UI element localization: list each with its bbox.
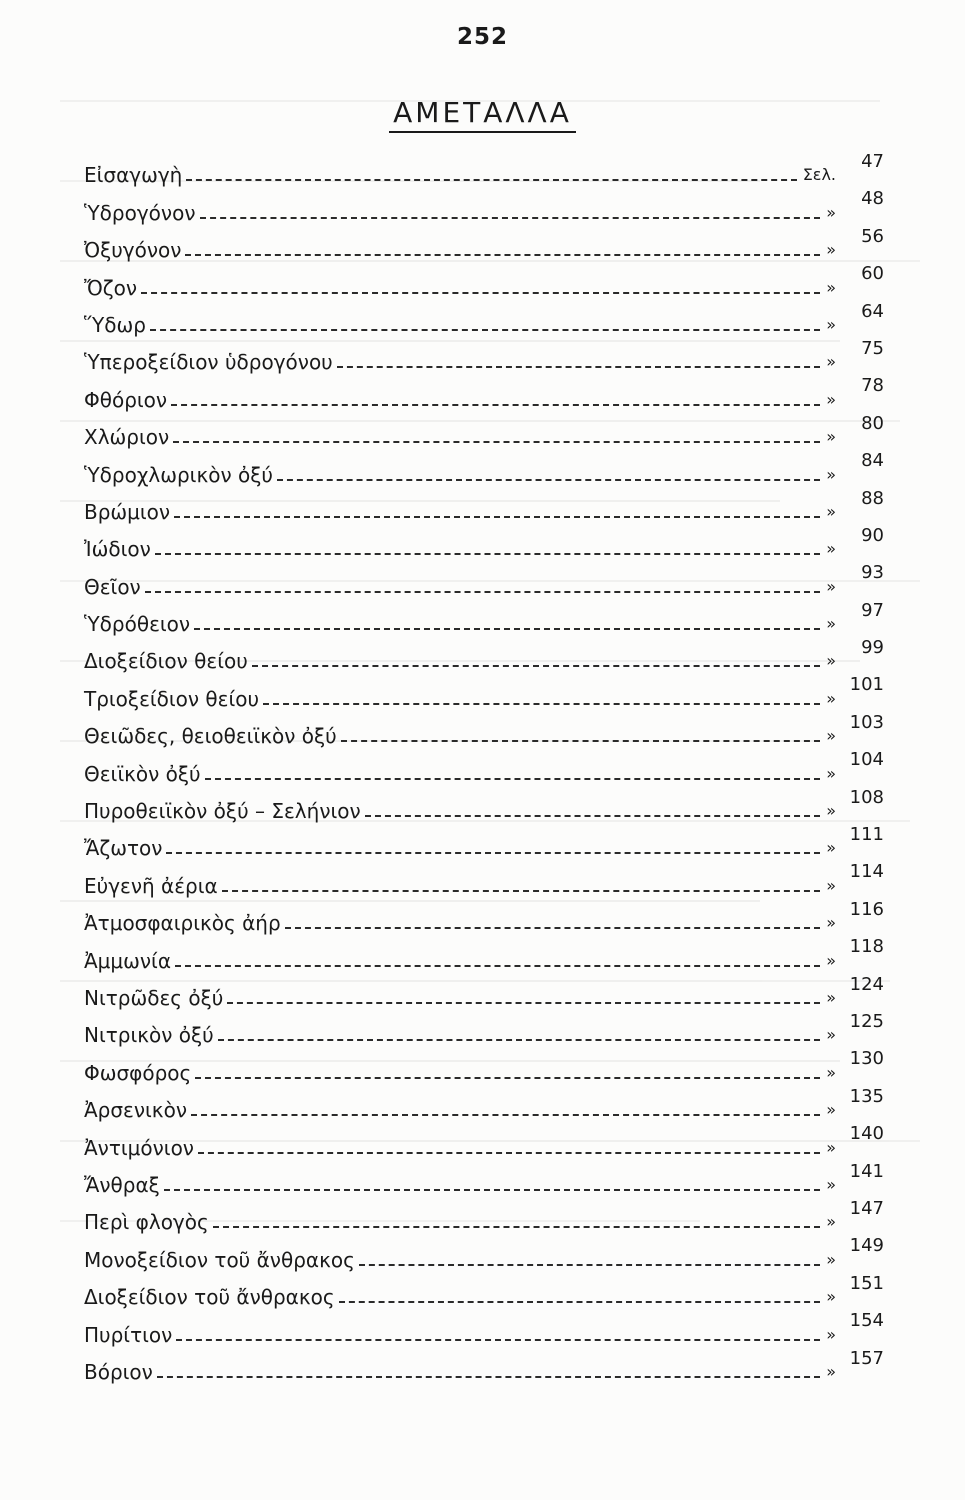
page-title <box>0 96 965 133</box>
toc-entry-label: Ἰώδιον <box>84 537 151 562</box>
toc-entry-page: 47 <box>861 151 884 172</box>
toc-entry <box>84 150 884 187</box>
toc-leader-dashes <box>173 441 820 443</box>
toc-entry-page: 108 <box>849 786 884 808</box>
toc-entry-label: Πυροθειϊκὸν ὀξύ – Σελήνιον <box>84 799 361 824</box>
toc-entry <box>84 973 884 1010</box>
toc-entry <box>84 860 884 897</box>
toc-entry-page: 111 <box>849 824 884 846</box>
toc-leader-dashes <box>205 778 821 780</box>
toc-entry <box>84 524 884 561</box>
page-title-text: ΑΜΕΤΑΛΛΑ <box>389 96 576 133</box>
toc-entry-page: 78 <box>861 375 884 397</box>
toc-entry <box>84 1047 884 1084</box>
toc-entry <box>84 374 884 411</box>
toc-entry <box>84 1160 884 1197</box>
toc-entry-ref: » <box>826 1324 836 1344</box>
toc-leader-dashes <box>171 404 820 406</box>
toc-leader-dashes <box>198 1152 820 1154</box>
toc-entry-ref: » <box>826 1062 836 1082</box>
toc-leader-dashes <box>337 366 820 368</box>
toc-entry-label: Διοξείδιον θείου <box>84 649 248 674</box>
toc-entry-ref: » <box>826 352 836 372</box>
toc-entry <box>84 1122 884 1159</box>
toc-entry-ref: » <box>826 240 836 260</box>
toc-entry-page: 101 <box>849 674 884 696</box>
toc-entry-page: 118 <box>849 936 884 958</box>
toc-entry-label: Ὑδρόθειον <box>84 612 191 637</box>
toc-leader-dashes <box>176 1339 820 1341</box>
toc-leader-dashes <box>339 1301 821 1303</box>
toc-entry-page: 60 <box>861 263 884 285</box>
toc-leader-dashes <box>365 815 821 817</box>
toc-entry-label: Βρώμιον <box>84 499 171 524</box>
toc-entry-page: 147 <box>849 1197 884 1219</box>
toc-entry <box>84 823 884 860</box>
toc-entry-ref: » <box>826 501 836 521</box>
toc-leader-dashes <box>186 179 796 181</box>
toc-entry <box>84 337 884 374</box>
toc-entry <box>84 1309 884 1346</box>
toc-entry-ref: » <box>826 464 836 484</box>
toc-entry-label: Ἀρσενικὸν <box>84 1098 187 1123</box>
toc-entry-page: 125 <box>849 1010 884 1032</box>
toc-entry-page: 97 <box>861 599 884 621</box>
toc-entry <box>84 935 884 972</box>
toc-leader-dashes <box>185 254 820 256</box>
toc-entry-label: Βόριον <box>84 1359 153 1384</box>
toc-entry <box>84 412 884 449</box>
toc-entry <box>84 1085 884 1122</box>
toc-entry-page: 114 <box>849 861 884 883</box>
toc-entry-ref: » <box>826 1100 836 1120</box>
toc-leader-dashes <box>191 1114 820 1116</box>
toc-entry-page: 103 <box>849 711 884 733</box>
toc-entry-label: Ἄνθραξ <box>84 1172 160 1197</box>
toc-entry-label: Ὄζον <box>84 275 138 300</box>
toc-entry-ref: » <box>826 987 836 1007</box>
toc-entry <box>84 748 884 785</box>
toc-leader-dashes <box>359 1264 820 1266</box>
toc-entry-page: 75 <box>861 337 884 359</box>
toc-entry-label: Φθόριον <box>84 387 168 412</box>
toc-entry-label: Ἀτμοσφαιρικὸς ἀήρ <box>84 911 281 936</box>
toc-entry-label: Τριοξείδιον θείου <box>84 686 260 711</box>
toc-entry-page: 149 <box>849 1235 884 1257</box>
toc-entry-ref: » <box>826 651 836 671</box>
toc-entry-label: Ἄζωτον <box>84 836 163 861</box>
toc-leader-dashes <box>277 479 820 481</box>
toc-entry-page: 135 <box>849 1085 884 1107</box>
toc-entry-label: Νιτρῶδες ὀξύ <box>84 985 224 1010</box>
toc-leader-dashes <box>285 927 821 929</box>
toc-entry <box>84 1347 884 1384</box>
toc-entry <box>84 1234 884 1271</box>
toc-entry-ref: » <box>826 427 836 447</box>
toc-entry-label: Περὶ φλογὸς <box>84 1210 209 1235</box>
toc-entry-page: 124 <box>849 973 884 995</box>
toc-entry-page: 93 <box>861 562 884 584</box>
toc-leader-dashes <box>227 1002 820 1004</box>
toc-leader-dashes <box>155 553 820 555</box>
page-number: 252 <box>456 24 508 50</box>
toc-entry-label: Ἀντιμόνιον <box>84 1135 194 1160</box>
toc-entry-page: 64 <box>861 300 884 322</box>
toc-leader-dashes <box>263 703 820 705</box>
toc-entry-ref: » <box>826 726 836 746</box>
toc-leader-dashes <box>164 1189 820 1191</box>
toc-entry <box>84 711 884 748</box>
toc-entry-label: Νιτρικὸν ὀξύ <box>84 1023 214 1048</box>
toc-entry-ref: » <box>826 277 836 297</box>
toc-entry <box>84 262 884 299</box>
toc-entry-label: Ὀξυγόνον <box>84 238 182 263</box>
toc-entry-page: 130 <box>849 1048 884 1070</box>
toc-entry-label: Θειϊκὸν ὀξύ <box>84 761 201 786</box>
toc-entry-page: 141 <box>849 1160 884 1182</box>
toc-leader-dashes <box>195 1077 820 1079</box>
toc-entry-label: Θεῖον <box>84 574 141 599</box>
toc-entry-page: 80 <box>861 412 884 434</box>
toc-leader-dashes <box>252 665 820 667</box>
table-of-contents <box>84 150 884 1384</box>
toc-entry-label: Εἰσαγωγὴ <box>84 163 183 188</box>
toc-entry-ref: » <box>826 1361 836 1381</box>
toc-entry-label: Ὑπεροξείδιον ὑδρογόνου <box>84 350 333 375</box>
toc-entry-label: Ὑδρογόνον <box>84 200 196 225</box>
toc-entry-label: Φωσφόρος <box>84 1060 192 1085</box>
toc-entry-page: 151 <box>849 1272 884 1294</box>
toc-entry-ref: » <box>826 614 836 634</box>
toc-entry-label: Διοξείδιον τοῦ ἄνθρακος <box>84 1285 335 1310</box>
toc-leader-dashes <box>194 628 820 630</box>
toc-entry-ref: » <box>826 838 836 858</box>
toc-entry-ref: » <box>826 913 836 933</box>
toc-entry-label: Εὐγενῆ ἀέρια <box>84 873 218 898</box>
toc-entry <box>84 1272 884 1309</box>
toc-entry-page: 48 <box>861 188 884 210</box>
toc-entry-page: 104 <box>849 749 884 771</box>
toc-entry-ref: » <box>826 688 836 708</box>
toc-entry-label: Πυρίτιον <box>84 1322 173 1347</box>
toc-entry-label: Ὑδροχλωρικὸν ὀξύ <box>84 462 273 487</box>
toc-entry-page: 90 <box>861 524 884 546</box>
toc-leader-dashes <box>222 890 821 892</box>
toc-entry <box>84 187 884 224</box>
toc-entry-label: Χλώριον <box>84 425 170 450</box>
toc-entry <box>84 1010 884 1047</box>
toc-entry-ref: » <box>826 539 836 559</box>
toc-entry <box>84 636 884 673</box>
toc-entry <box>84 561 884 598</box>
toc-entry-page: 84 <box>861 450 884 472</box>
toc-entry <box>84 786 884 823</box>
toc-leader-dashes <box>174 516 820 518</box>
toc-leader-dashes <box>166 852 820 854</box>
toc-entry <box>84 300 884 337</box>
toc-leader-dashes <box>141 292 820 294</box>
toc-entry-ref: » <box>826 950 836 970</box>
toc-entry-ref: » <box>826 1212 836 1232</box>
toc-leader-dashes <box>157 1376 820 1378</box>
toc-entry-page: 154 <box>849 1310 884 1332</box>
toc-entry-ref: Σελ. <box>802 165 836 185</box>
toc-leader-dashes <box>218 1039 820 1041</box>
toc-entry-page: 116 <box>849 898 884 920</box>
toc-entry-label: Ἀμμωνία <box>84 948 172 973</box>
toc-entry-ref: » <box>826 1249 836 1269</box>
toc-leader-dashes <box>213 1226 820 1228</box>
toc-leader-dashes <box>175 965 820 967</box>
toc-leader-dashes <box>341 740 820 742</box>
toc-entry-ref: » <box>826 801 836 821</box>
toc-entry-ref: » <box>826 389 836 409</box>
toc-entry-ref: » <box>826 1174 836 1194</box>
toc-entry-ref: » <box>826 763 836 783</box>
toc-entry-ref: » <box>826 1137 836 1157</box>
toc-entry-page: 157 <box>849 1347 884 1369</box>
toc-entry <box>84 599 884 636</box>
toc-leader-dashes <box>200 217 821 219</box>
toc-entry <box>84 1197 884 1234</box>
toc-entry-label: Μονοξείδιον τοῦ ἄνθρακος <box>84 1247 355 1272</box>
toc-entry <box>84 673 884 710</box>
toc-entry-page: 56 <box>861 225 884 247</box>
toc-entry-page: 88 <box>861 487 884 509</box>
toc-entry-ref: » <box>826 1025 836 1045</box>
toc-leader-dashes <box>150 329 820 331</box>
toc-entry-label: Ὕδωρ <box>84 312 146 337</box>
toc-entry <box>84 487 884 524</box>
toc-entry-ref: » <box>826 314 836 334</box>
toc-entry-ref: » <box>826 875 836 895</box>
toc-entry <box>84 449 884 486</box>
toc-entry-label: Θειῶδες, θειοθειϊκὸν ὀξύ <box>84 724 337 749</box>
toc-entry-ref: » <box>826 576 836 596</box>
toc-entry <box>84 225 884 262</box>
toc-entry-ref: » <box>826 1287 836 1307</box>
toc-entry-page: 99 <box>861 637 884 659</box>
toc-entry-ref: » <box>826 202 836 222</box>
toc-entry-page: 140 <box>849 1123 884 1145</box>
toc-leader-dashes <box>145 591 820 593</box>
toc-entry <box>84 898 884 935</box>
